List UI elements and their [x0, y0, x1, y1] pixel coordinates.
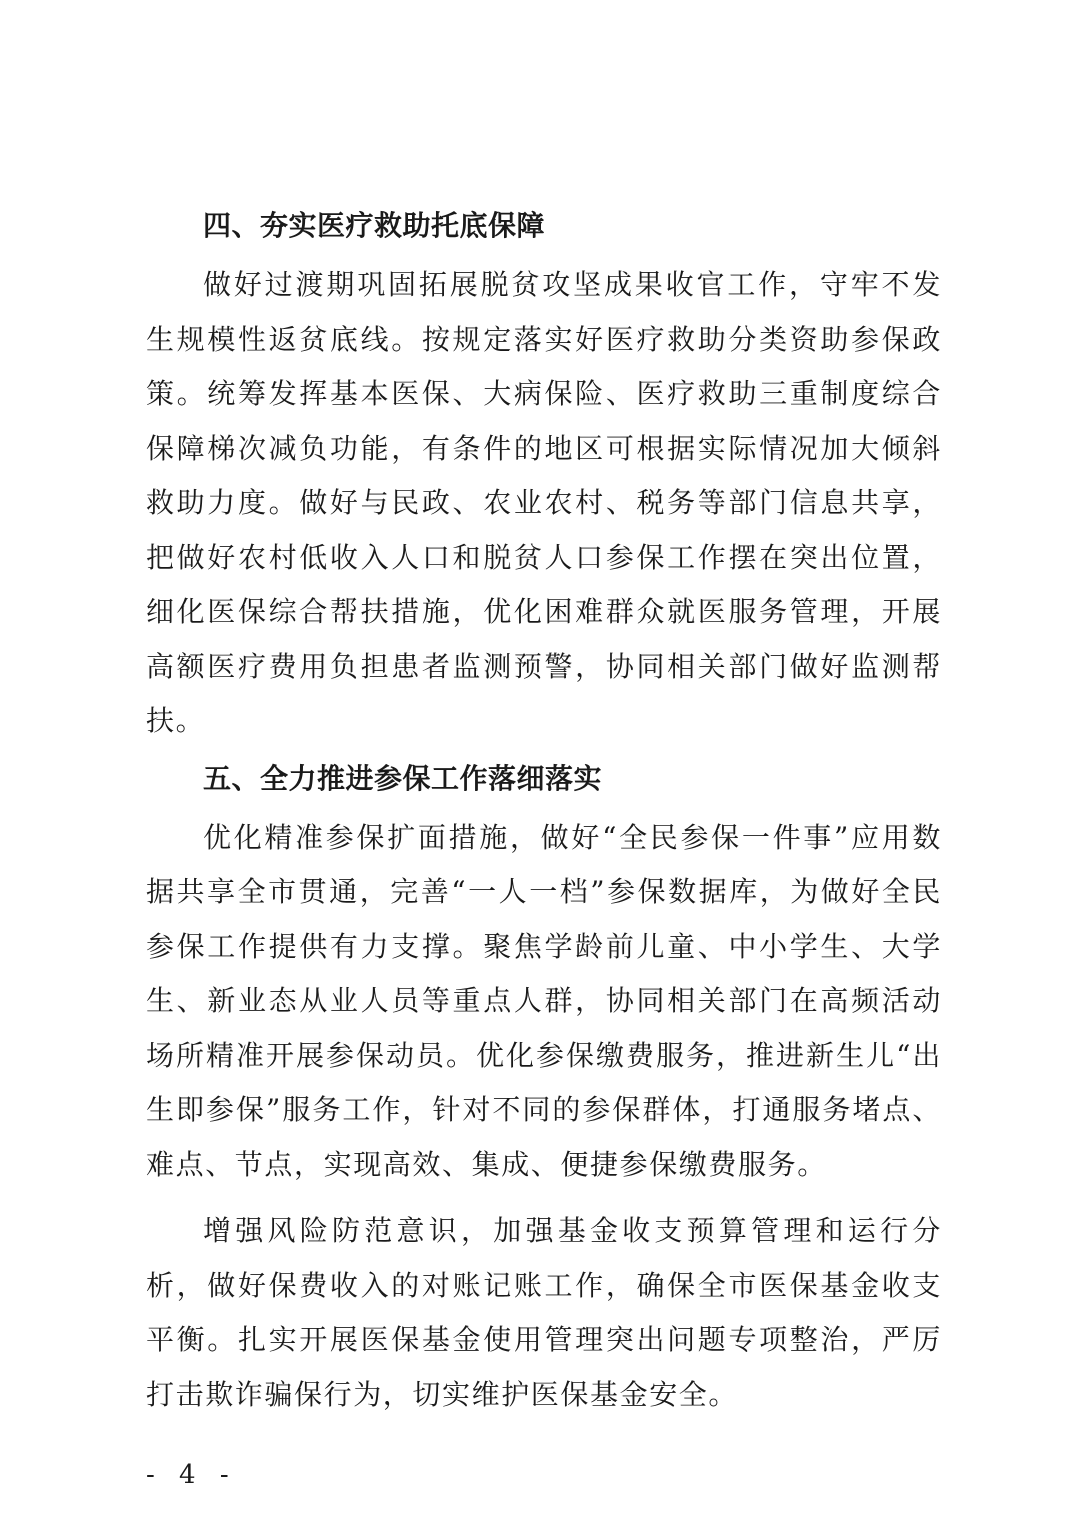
- page-number: - 4 -: [146, 1460, 237, 1490]
- document-body: [146, 202, 942, 1422]
- section-5-paragraph-1: 优化精准参保扩面措施，做好“全民参保一件事”应用数据共享全市贯通，完善“一人一档”参保数据库，为做好全民参保工作提供有力支撑。聚焦学龄前儿童、中小学生、大学生、新业态从业人员等重点人群，协同相关部门在高频活动场所精准开展参保动员。优化参保缴费服务，推进新生儿“出生即参保”服务工作，针对不同的参保群体，打通服务堵点、难点、节点，实现高效、集成、便捷参保缴费服务。: [146, 820, 942, 1181]
- section-4-paragraph-1: 做好过渡期巩固拓展脱贫攻坚成果收官工作，守牢不发生规模性返贫底线。按规定落实好医疗救助分类资助参保政策。统筹发挥基本医保、大病保险、医疗救助三重制度综合保障梯次减负功能，有条件的地区可根据实际情况加大倾斜救助力度。做好与民政、农业农村、税务等部门信息共享，把做好农村低收入人口和脱贫人口参保工作摆在突出位置，细化医保综合帮扶措施，优化困难群众就医服务管理，开展高额医疗费用负担患者监测预警，协同相关部门做好监测帮扶。: [146, 268, 942, 737]
- section-4-heading: 四、夯实医疗救助托底保障: [203, 209, 546, 242]
- section-5-paragraph-2: 增强风险防范意识，加强基金收支预算管理和运行分析，做好保费收入的对账记账工作，确保全市医保基金收支平衡。扎实开展医保基金使用管理突出问题专项整治，严厉打击欺诈骗保行为，切实维护医保基金安全。: [146, 1214, 942, 1411]
- section-5-heading: 五、全力推进参保工作落细落实: [203, 761, 603, 795]
